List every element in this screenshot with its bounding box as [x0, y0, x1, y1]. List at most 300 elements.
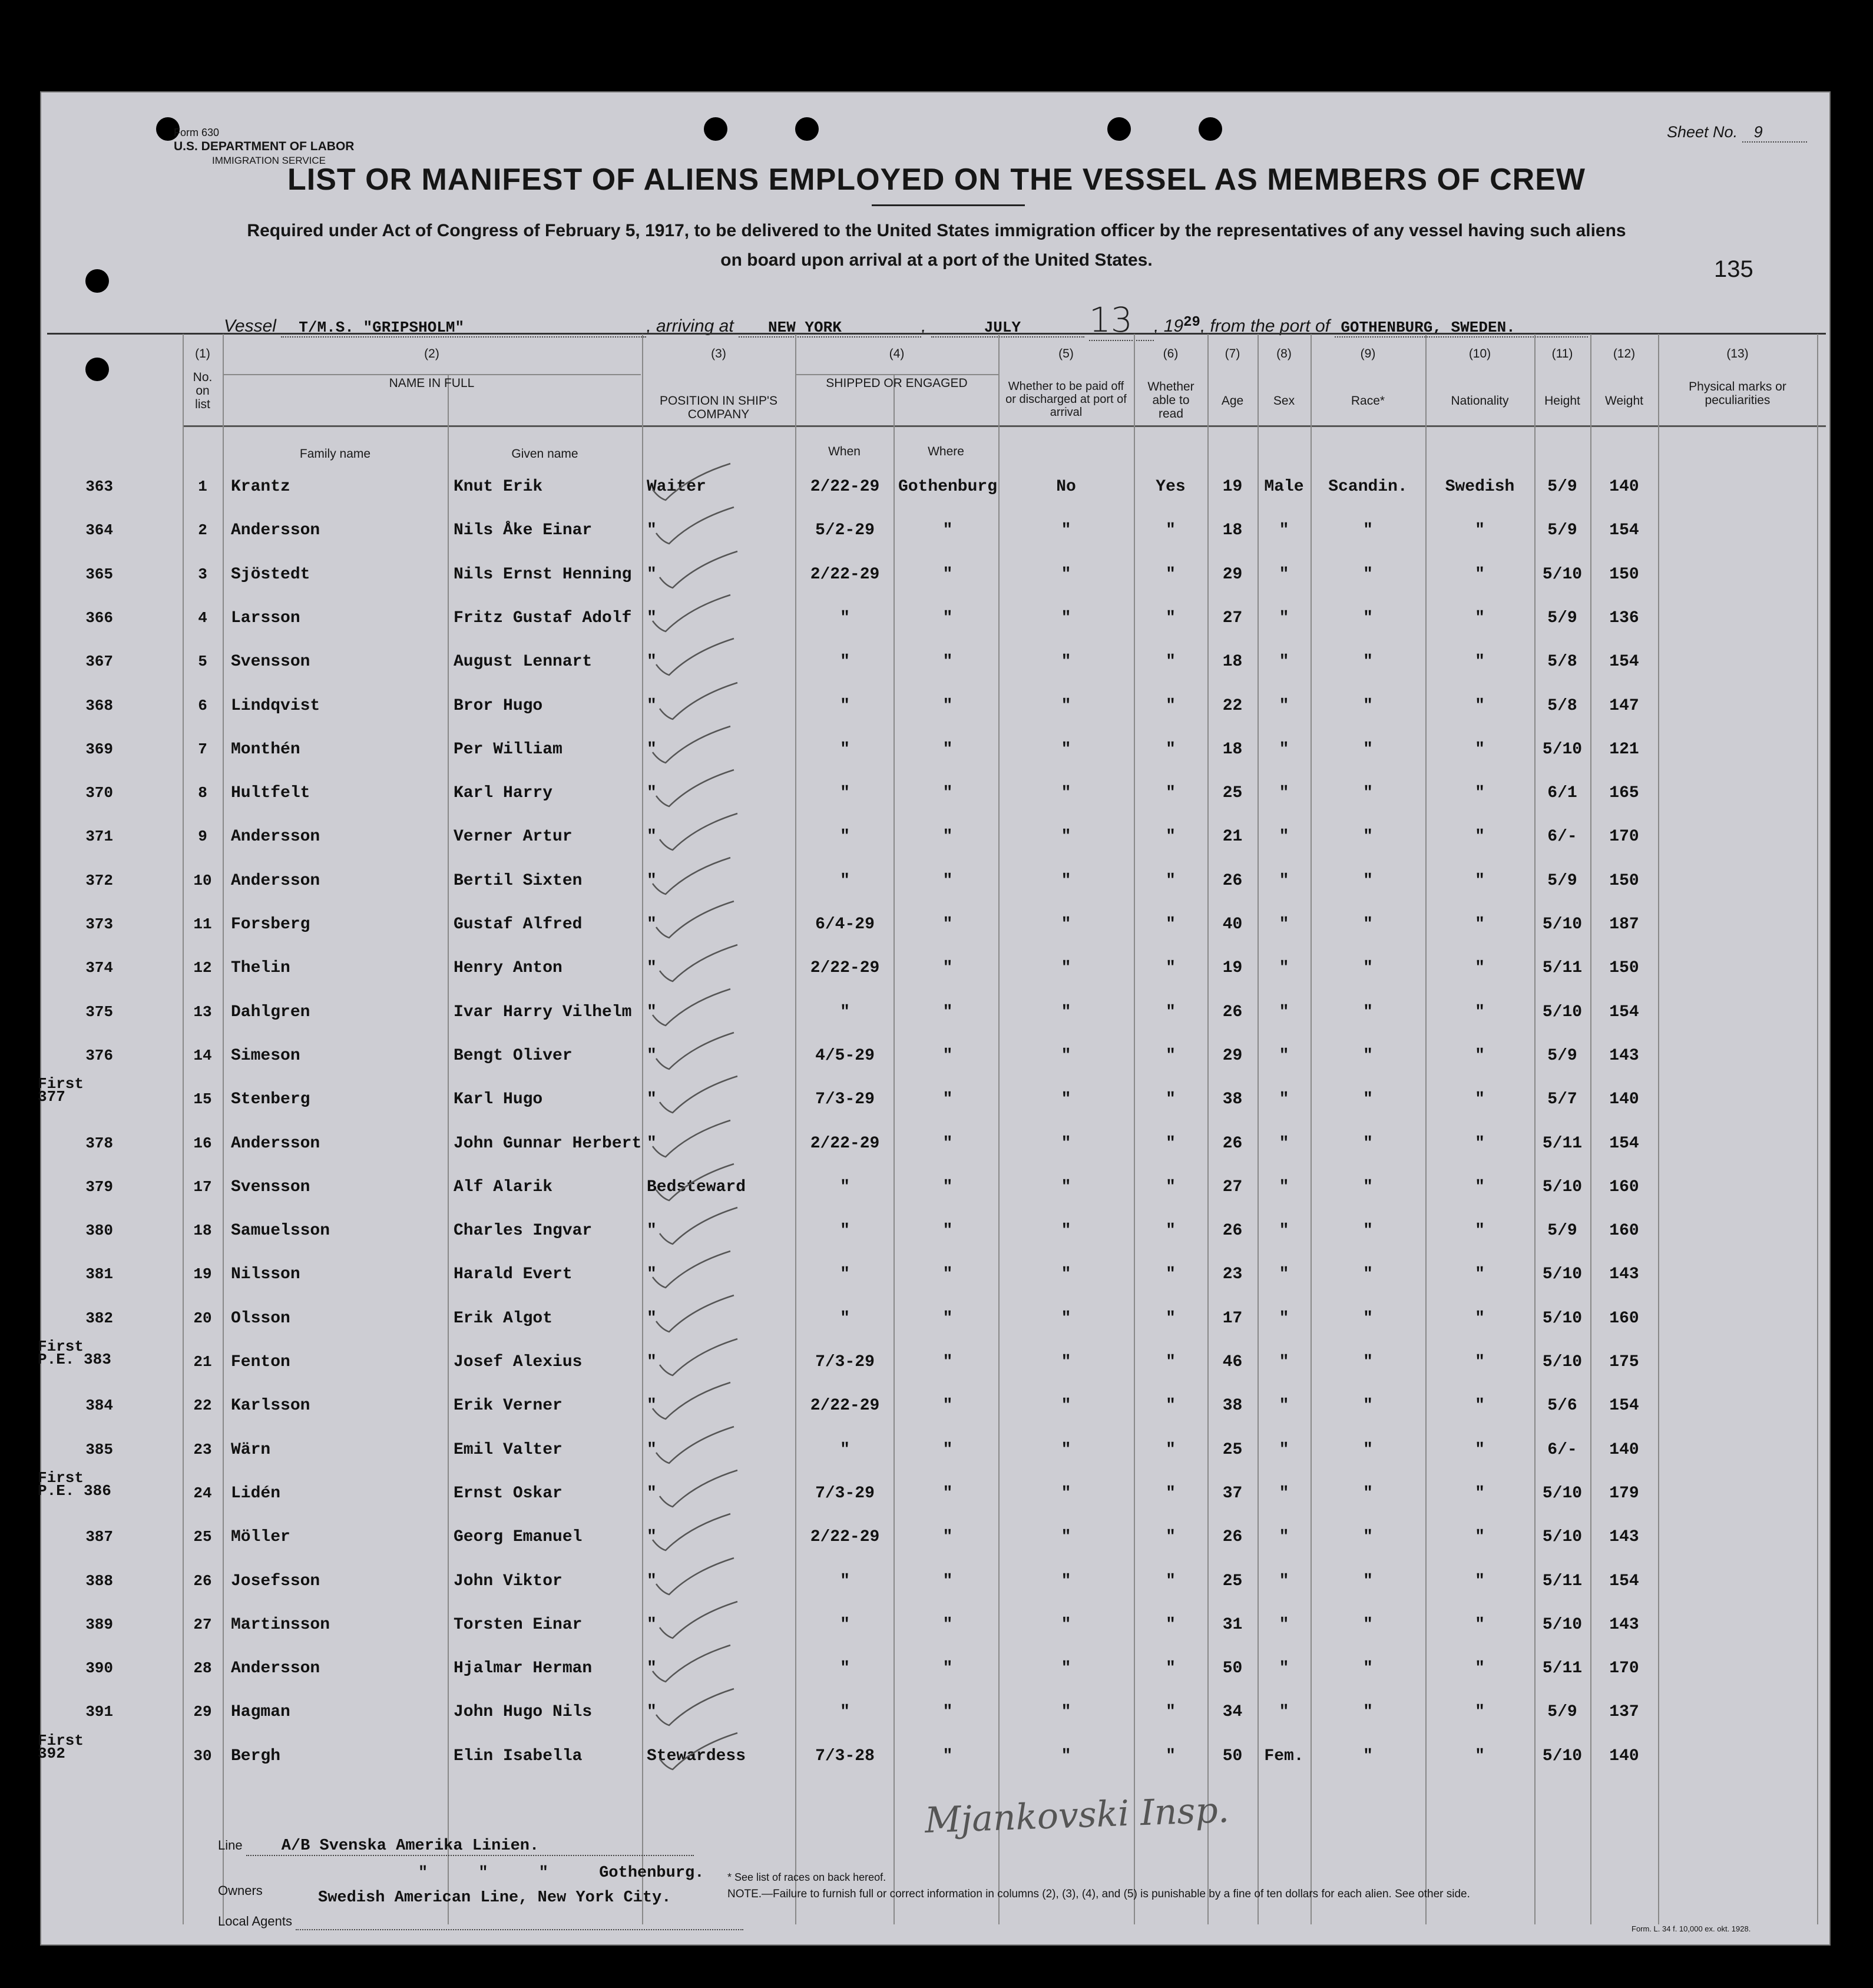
height: 5/10: [1542, 1003, 1583, 1021]
table-row: [41, 1126, 1832, 1170]
paid-off: ": [1061, 608, 1071, 627]
table-row: [41, 1213, 1832, 1257]
form-code: Form. L. 34 f. 10,000 ex. okt. 1928.: [1632, 1924, 1751, 1933]
table-row: [38, 1468, 1832, 1520]
col11-header: Height: [1544, 394, 1580, 408]
nationality: ": [1475, 521, 1485, 540]
table-row: [41, 557, 1832, 601]
height: 5/10: [1542, 1528, 1583, 1547]
family-name: Samuelsson: [231, 1222, 330, 1241]
row-number: 23: [193, 1440, 212, 1458]
sex: ": [1279, 1397, 1289, 1415]
weight: 143: [1609, 1265, 1639, 1284]
age: 19: [1222, 959, 1243, 978]
table-row: [41, 601, 1832, 644]
sex: ": [1279, 1353, 1289, 1371]
given-name: Josef Alexius: [454, 1353, 583, 1371]
table-row: [41, 864, 1832, 907]
weight: 143: [1609, 1046, 1639, 1065]
nationality: ": [1475, 871, 1485, 890]
paid-off: ": [1061, 1265, 1071, 1284]
table-row: [41, 907, 1832, 951]
table-row: [41, 1433, 1832, 1476]
shipped-when: 6/4-29: [815, 915, 875, 934]
row-number: 8: [198, 784, 207, 802]
paid-off: ": [1061, 1397, 1071, 1415]
check-mark-icon: [648, 459, 736, 506]
race: ": [1363, 1222, 1373, 1241]
margin-serial: 374: [85, 959, 113, 977]
family-name: Simeson: [231, 1046, 300, 1065]
row-number: 18: [193, 1222, 212, 1240]
position: ": [647, 1397, 657, 1415]
shipped-when: 7/3-29: [815, 1484, 875, 1503]
punch-hole: [1199, 117, 1222, 141]
age: 22: [1222, 696, 1243, 715]
age: 19: [1222, 478, 1243, 496]
weight: 140: [1609, 1440, 1639, 1459]
paid-off: ": [1061, 959, 1071, 978]
subtitle-line-1: Required under Act of Congress of February 5, 1917, to be delivered to the United States immigration officer by the representatives of any vessel having such aliens: [247, 221, 1626, 240]
table-row: [41, 776, 1832, 819]
age: 18: [1222, 521, 1243, 540]
local-agents-label: Local Agents: [218, 1914, 292, 1929]
age: 17: [1222, 1309, 1243, 1328]
paid-off: ": [1061, 1484, 1071, 1503]
margin-serial: 390: [85, 1659, 113, 1678]
able-to-read: ": [1166, 653, 1176, 672]
sex: Fem.: [1264, 1746, 1304, 1765]
able-to-read: ": [1166, 1703, 1176, 1722]
punch-hole: [85, 269, 109, 293]
margin-serial: 372: [85, 871, 113, 889]
row-number: 11: [193, 915, 212, 933]
table-row: [41, 995, 1832, 1038]
table-row: [41, 1651, 1832, 1695]
able-to-read: ": [1166, 1309, 1176, 1328]
margin-serial: 365: [85, 565, 113, 583]
shipped-where: ": [942, 1440, 953, 1459]
position: ": [647, 740, 657, 759]
crew-table-body: [38, 469, 1832, 1883]
check-mark-icon: [648, 1378, 736, 1425]
given-name: Hjalmar Herman: [454, 1659, 593, 1678]
shipped-when: ": [840, 1177, 850, 1196]
weight: 160: [1609, 1177, 1639, 1196]
height: 5/8: [1547, 696, 1577, 715]
row-number: 3: [198, 565, 207, 583]
family-name: Lidén: [231, 1484, 281, 1503]
margin-serial: 378: [85, 1134, 113, 1152]
paid-off: ": [1061, 1177, 1071, 1196]
table-row: [41, 1695, 1832, 1738]
row-number: 21: [193, 1353, 212, 1371]
given-name: Elin Isabella: [454, 1746, 583, 1765]
race: ": [1363, 1046, 1373, 1065]
arrival-month: JULY: [931, 319, 1084, 338]
weight: 154: [1609, 1134, 1639, 1153]
weight: 140: [1609, 1090, 1639, 1109]
owners-value-1: " " " Gothenburg.: [418, 1864, 704, 1882]
nationality: ": [1475, 1572, 1485, 1590]
col6-header: Whether able to read: [1147, 380, 1194, 421]
height: 5/9: [1547, 1046, 1577, 1065]
given-name: Georg Emanuel: [454, 1528, 583, 1547]
able-to-read: ": [1166, 828, 1176, 846]
position: ": [647, 521, 657, 540]
punch-hole: [795, 117, 819, 141]
where-header: Where: [928, 445, 964, 458]
shipped-when: 7/3-28: [815, 1746, 875, 1765]
shipped-where: ": [942, 871, 953, 890]
weight: 143: [1609, 1615, 1639, 1634]
manifest-sheet: [40, 91, 1831, 1946]
height: 5/10: [1542, 1265, 1583, 1284]
col7-header: Age: [1221, 394, 1244, 408]
weight: 170: [1609, 1659, 1639, 1678]
row-number: 15: [193, 1090, 212, 1109]
height: 5/10: [1542, 1484, 1583, 1503]
col7-number: (7): [1225, 347, 1240, 360]
weight: 154: [1609, 521, 1639, 540]
shipped-when: ": [840, 1440, 850, 1459]
margin-serial: 376: [85, 1046, 113, 1064]
shipped-when: ": [840, 784, 850, 803]
race: ": [1363, 1265, 1373, 1284]
paid-off: ": [1061, 1659, 1071, 1678]
row-number: 4: [198, 608, 207, 627]
shipped-where: ": [942, 1309, 953, 1328]
shipped-where: ": [942, 1003, 953, 1021]
col12-number: (12): [1613, 347, 1636, 360]
family-name: Svensson: [231, 653, 310, 672]
shipped-where: ": [942, 1046, 953, 1065]
position: ": [647, 1528, 657, 1547]
position: Stewardess: [647, 1746, 746, 1765]
table-row: [41, 1388, 1832, 1432]
shipped-when: ": [840, 1222, 850, 1241]
row-number: 28: [193, 1659, 212, 1678]
check-mark-icon: [655, 547, 743, 594]
vessel-line: Vessel T/M.S. "GRIPSHOLM" , arriving at NEW YORK , JULY 13 , $19^{29}$, from the port of GOTHENBURG, SWEDEN.: [224, 300, 1588, 341]
family-name: Hagman: [231, 1703, 290, 1722]
age: 25: [1222, 1572, 1243, 1590]
row-number: 16: [193, 1134, 212, 1152]
year-prefix: , 19: [1154, 316, 1184, 336]
punch-hole: [1107, 117, 1131, 141]
paid-off: ": [1061, 1003, 1071, 1021]
given-name: Henry Anton: [454, 959, 562, 978]
weight: 154: [1609, 653, 1639, 672]
weight: 140: [1609, 1746, 1639, 1765]
shipped-where: ": [942, 1090, 953, 1109]
col8-header: Sex: [1273, 394, 1295, 408]
row-number: 20: [193, 1309, 212, 1327]
race: ": [1363, 653, 1373, 672]
page-number: 135: [1714, 256, 1753, 282]
height: 5/9: [1547, 478, 1577, 496]
arrival-port: NEW YORK: [739, 319, 921, 338]
line-value: A/B Svenska Amerika Linien.: [246, 1837, 694, 1856]
age: 23: [1222, 1265, 1243, 1284]
family-name: Karlsson: [231, 1397, 310, 1415]
nationality: ": [1475, 1134, 1485, 1153]
paid-off: ": [1061, 1746, 1071, 1765]
col6-number: (6): [1163, 347, 1179, 360]
given-name: Gustaf Alfred: [454, 915, 583, 934]
able-to-read: ": [1166, 1572, 1176, 1590]
nationality: ": [1475, 1090, 1485, 1109]
margin-serial: 370: [85, 784, 113, 802]
sex: ": [1279, 871, 1289, 890]
position: ": [647, 608, 657, 627]
shipped-where: ": [942, 828, 953, 846]
col4-header: SHIPPED OR ENGAGED: [826, 376, 968, 390]
height: 5/11: [1542, 1659, 1583, 1678]
table-row: [38, 1075, 1832, 1126]
given-name: Bertil Sixten: [454, 871, 583, 890]
paid-off: ": [1061, 1090, 1071, 1109]
line-field: [218, 1837, 694, 1856]
weight: 160: [1609, 1309, 1639, 1328]
age: 31: [1222, 1615, 1243, 1634]
position: ": [647, 1003, 657, 1021]
shipped-when: 2/22-29: [810, 478, 880, 496]
col10-number: (10): [1468, 347, 1491, 360]
arrival-day: 13: [1089, 300, 1154, 341]
nationality: ": [1475, 696, 1485, 715]
col11-number: (11): [1551, 347, 1573, 360]
row-number: 10: [193, 871, 212, 889]
check-mark-icon: [651, 897, 740, 944]
given-name: August Lennart: [454, 653, 593, 672]
given-name: Harald Evert: [454, 1265, 573, 1284]
weight: 154: [1609, 1572, 1639, 1590]
race: ": [1363, 871, 1373, 890]
nationality: ": [1475, 1528, 1485, 1547]
table-row: [41, 1607, 1832, 1651]
race: ": [1363, 696, 1373, 715]
check-mark-icon: [655, 809, 743, 856]
nationality: ": [1475, 1440, 1485, 1459]
nationality: ": [1475, 565, 1485, 584]
race: Scandin.: [1328, 478, 1408, 496]
weight: 147: [1609, 696, 1639, 715]
height: 5/9: [1547, 1703, 1577, 1722]
sex: ": [1279, 915, 1289, 934]
col12-header: Weight: [1605, 394, 1643, 408]
nationality: ": [1475, 1265, 1485, 1284]
nationality: ": [1475, 1397, 1485, 1415]
check-mark-icon: [648, 590, 736, 637]
able-to-read: ": [1166, 1134, 1176, 1153]
table-row: [41, 732, 1832, 776]
able-to-read: ": [1166, 959, 1176, 978]
margin-serial: 381: [85, 1265, 113, 1284]
race: ": [1363, 1003, 1373, 1021]
table-row: [41, 1257, 1832, 1301]
sex: ": [1279, 828, 1289, 846]
height: 5/6: [1547, 1397, 1577, 1415]
row-number: 5: [198, 653, 207, 671]
able-to-read: ": [1166, 608, 1176, 627]
nationality: ": [1475, 1484, 1485, 1503]
position: ": [647, 1222, 657, 1241]
row-number: 14: [193, 1046, 212, 1064]
able-to-read: ": [1166, 740, 1176, 759]
nationality: ": [1475, 1177, 1485, 1196]
check-mark-icon: [648, 1640, 736, 1688]
check-mark-icon: [648, 853, 736, 900]
margin-serial: 389: [85, 1615, 113, 1633]
age: 29: [1222, 1046, 1243, 1065]
given-name: Alf Alarik: [454, 1177, 553, 1196]
shipped-when: ": [840, 1572, 850, 1590]
position: ": [647, 1353, 657, 1371]
age: 38: [1222, 1090, 1243, 1109]
able-to-read: ": [1166, 1484, 1176, 1503]
age: 18: [1222, 740, 1243, 759]
paid-off: ": [1061, 521, 1071, 540]
able-to-read: ": [1166, 1046, 1176, 1065]
position: ": [647, 653, 657, 672]
shipped-when: ": [840, 1003, 850, 1021]
check-mark-icon: [648, 984, 736, 1031]
paid-off: ": [1061, 1309, 1071, 1328]
age: 29: [1222, 565, 1243, 584]
shipped-when: 2/22-29: [810, 959, 880, 978]
paid-off: No: [1056, 478, 1076, 496]
shipped-where: ": [942, 565, 953, 584]
given-name: Torsten Einar: [454, 1615, 583, 1634]
height: 6/-: [1547, 828, 1577, 846]
col3-number: (3): [711, 347, 726, 360]
position: ": [647, 828, 657, 846]
sex: ": [1279, 1309, 1289, 1328]
shipped-when: 5/2-29: [815, 521, 875, 540]
row-number: 7: [198, 740, 207, 758]
owners-value-2: Swedish American Line, New York City.: [318, 1889, 671, 1907]
position: ": [647, 1090, 657, 1109]
shipped-when: ": [840, 828, 850, 846]
height: 5/8: [1547, 653, 1577, 672]
height: 5/11: [1542, 1572, 1583, 1590]
height: 5/9: [1547, 521, 1577, 540]
family-name: Andersson: [231, 521, 320, 540]
paid-off: ": [1061, 653, 1071, 672]
owners-field: [218, 1883, 263, 1898]
margin-serial: First 392: [38, 1731, 84, 1762]
given-name-header: Given name: [511, 447, 578, 461]
sheet-no-label: Sheet No.: [1667, 123, 1738, 141]
race: ": [1363, 1090, 1373, 1109]
age: 27: [1222, 1177, 1243, 1196]
able-to-read: ": [1166, 1659, 1176, 1678]
sex: ": [1279, 1528, 1289, 1547]
margin-serial: 371: [85, 828, 113, 846]
able-to-read: ": [1166, 1090, 1176, 1109]
family-name: Hultfelt: [231, 784, 310, 803]
sex: ": [1279, 653, 1289, 672]
able-to-read: ": [1166, 1397, 1176, 1415]
margin-serial: 391: [85, 1703, 113, 1721]
family-name: Andersson: [231, 871, 320, 890]
family-name: Nilsson: [231, 1265, 300, 1284]
paid-off: ": [1061, 1046, 1071, 1065]
paid-off: ": [1061, 871, 1071, 890]
col13-header: Physical marks or peculiarities: [1689, 380, 1786, 407]
table-row: [41, 513, 1832, 557]
height: 5/10: [1542, 565, 1583, 584]
sex: ": [1279, 959, 1289, 978]
col5-header: Whether to be paid off or discharged at port of arrival: [1005, 380, 1127, 419]
col1-header: No. on list: [193, 371, 213, 411]
margin-serial: 369: [85, 740, 113, 758]
able-to-read: ": [1166, 1746, 1176, 1765]
given-name: John Hugo Nils: [454, 1703, 593, 1722]
sex: ": [1279, 1222, 1289, 1241]
able-to-read: ": [1166, 565, 1176, 584]
age: 25: [1222, 1440, 1243, 1459]
departure-port: GOTHENBURG, SWEDEN.: [1335, 319, 1588, 338]
race: ": [1363, 1703, 1373, 1722]
shipped-where: ": [942, 1222, 953, 1241]
shipped-when: 2/22-29: [810, 565, 880, 584]
margin-serial: 373: [85, 915, 113, 933]
given-name: Bengt Oliver: [454, 1046, 573, 1065]
able-to-read: ": [1166, 915, 1176, 934]
age: 27: [1222, 608, 1243, 627]
margin-serial: First 377: [38, 1075, 84, 1106]
family-name: Martinsson: [231, 1615, 330, 1634]
margin-serial: 366: [85, 608, 113, 627]
table-row: [38, 1338, 1832, 1388]
sex: ": [1279, 1177, 1289, 1196]
family-name: Andersson: [231, 1134, 320, 1153]
race: ": [1363, 608, 1373, 627]
paid-off: ": [1061, 740, 1071, 759]
sex: ": [1279, 1659, 1289, 1678]
local-agents-line: [296, 1914, 743, 1930]
race: ": [1363, 1134, 1373, 1153]
age: 26: [1222, 1528, 1243, 1547]
height: 5/7: [1547, 1090, 1577, 1109]
paid-off: ": [1061, 915, 1071, 934]
nationality: Swedish: [1445, 478, 1515, 496]
family-name: Olsson: [231, 1309, 290, 1328]
shipped-where: ": [942, 696, 953, 715]
sheet-label: [1667, 123, 1807, 143]
col3-header: POSITION IN SHIP'S COMPANY: [659, 394, 778, 421]
nationality: ": [1475, 608, 1485, 627]
check-mark-icon: [655, 678, 743, 725]
shipped-when: 2/22-29: [810, 1528, 880, 1547]
weight: 170: [1609, 828, 1639, 846]
shipped-where: ": [942, 1353, 953, 1371]
margin-serial: 384: [85, 1397, 113, 1415]
nationality: ": [1475, 653, 1485, 672]
age: 26: [1222, 1222, 1243, 1241]
row-number: 29: [193, 1703, 212, 1721]
position: ": [647, 1046, 657, 1065]
shipped-where: ": [942, 784, 953, 803]
paid-off: ": [1061, 1440, 1071, 1459]
family-name: Sjöstedt: [231, 565, 310, 584]
arrival-year: 29: [1183, 315, 1200, 330]
paid-off: ": [1061, 1703, 1071, 1722]
shipped-where: ": [942, 1703, 953, 1722]
sex: ": [1279, 1090, 1289, 1109]
